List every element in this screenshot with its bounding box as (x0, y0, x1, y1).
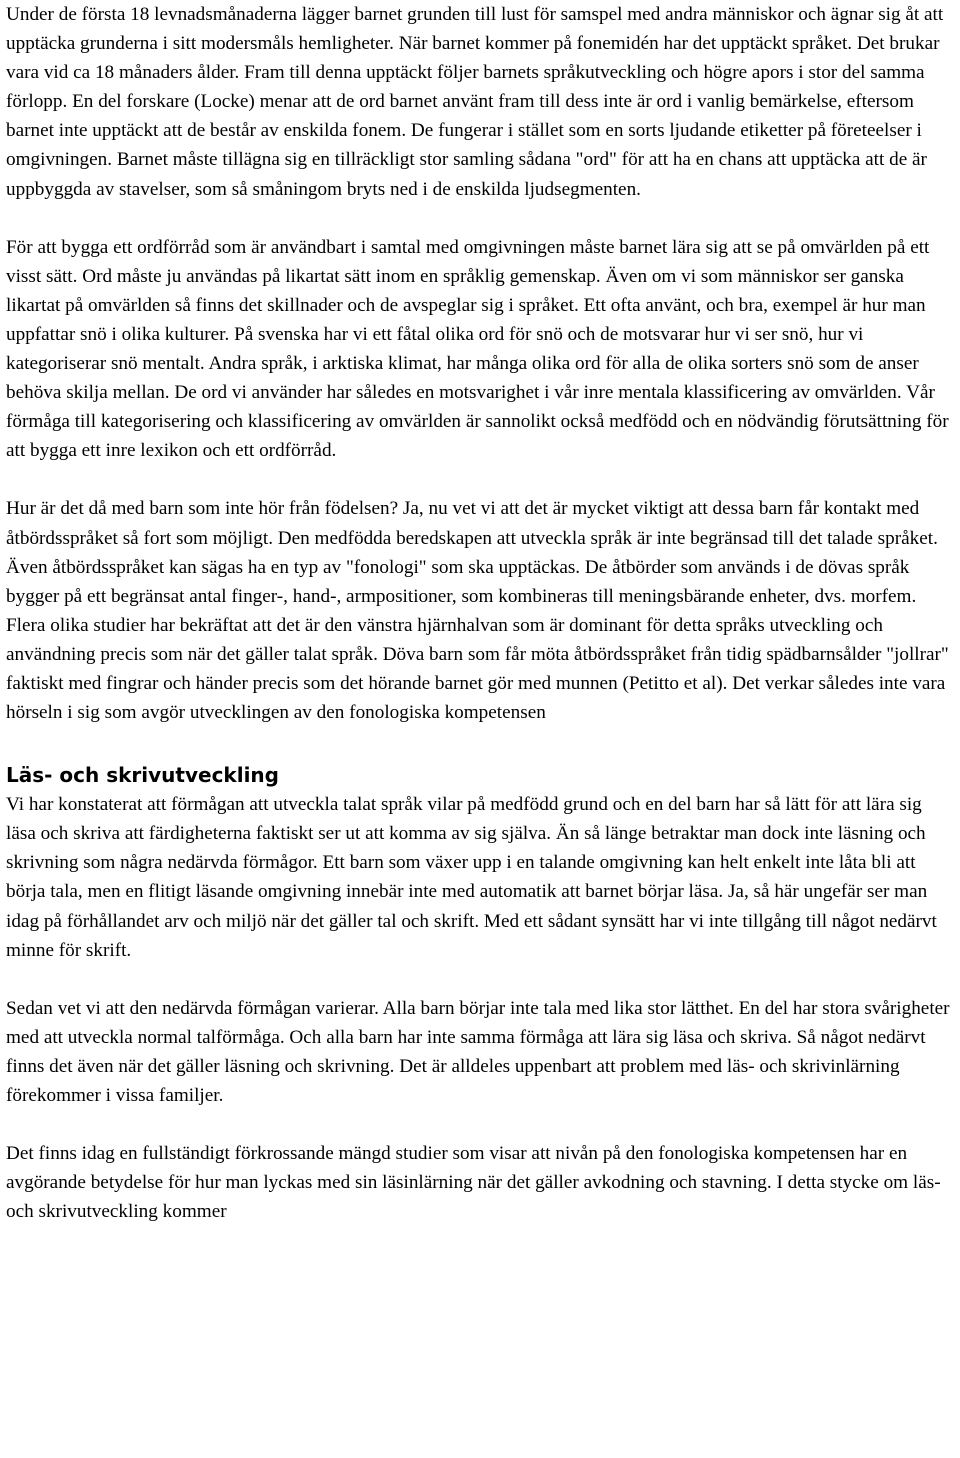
paragraph-inherited-ability: Sedan vet vi att den nedärvda förmågan varierar. Alla barn börjar inte tala med lika stor lätthet. En del har stora svårigheter med att utveckla normal talförmåga. Och alla barn har inte samma förmåga att lära sig läsa och skriva. Så något nedärvt finns det även när det gäller läsning och skrivning. Det är alldeles uppenbart att problem med läs- och skrivinlärning förekommer i vissa familjer. (6, 997, 950, 1106)
paragraph-phonological-studies: Det finns idag en fullständigt förkrossande mängd studier som visar att nivån på den fonologiska kompetensen har en avgörande betydelse för hur man lyckas med sin läsinlärning när det gäller avkodning och stavning. I detta stycke om läs- och skrivutveckling kommer (6, 1143, 941, 1223)
paragraph-deaf-children: Hur är det då med barn som inte hör från födelsen? Ja, nu vet vi att det är mycket viktigt att dessa barn får kontakt med åtbördsspråket så fort som möjligt. Den medfödda beredskapen att utveckla språk är inte begränsad till det talade språket. Även åtbördsspråket kan sägas ha en typ av "fonologi" som ska upptäckas. De åtbörder som används i de dövas språk bygger på ett begränsat antal finger-, hand-, armpositioner, som kombineras till meningsbärande enheter, dvs. morfem. Flera olika studier har bekräftat att det är den vänstra hjärnhalvan som är dominant för detta språks utveckling och användning precis som när det gäller talat språk. Döva barn som får möta åtbördsspråket från tidig spädbarnsålder "jollrar" faktiskt med fingrar och händer precis som det hörande barnet gör med munnen (Petitto et al). Det verkar således inte vara hörseln i sig som avgör utvecklingen av den fonologiska kompetensen (6, 498, 949, 724)
document-page (6, 0, 956, 1226)
section-heading: Läs- och skrivutveckling (6, 763, 279, 788)
paragraph-vocabulary: För att bygga ett ordförråd som är användbart i samtal med omgivningen måste barnet lära sig att se på omvärlden på ett visst sätt. Ord måste ju användas på likartat sätt inom en språklig gemenskap. Även om vi som människor ser ganska likartat på omvärlden så finns det skillnader och de avspeglar sig i språket. Ett ofta använt, och bra, exempel är hur man uppfattar snö i olika kulturer. På svenska har vi ett fåtal olika ord för snö och de motsvarar hur vi ser snö, hur vi kategoriserar snö mentalt. Andra språk, i arktiska klimat, har många olika ord för alla de olika sorters snö som de anser behöva skilja mellan. De ord vi använder har således en motsvarighet i vår inre mentala klassificering av omvärlden. Vår förmåga till kategorisering och klassificering av omvärlden är sannolikt också medfödd och en nödvändig förutsättning för att bygga ett inre lexikon och ett ordförråd. (6, 236, 949, 462)
paragraph-reading-writing: Vi har konstaterat att förmågan att utveckla talat språk vilar på medfödd grund och en del barn har så lätt för att lära sig läsa och skriva att färdigheterna faktiskt ser ut att komma av sig själva. Än så länge betraktar man dock inte läsning och skrivning som några nedärvda förmågor. Ett barn som växer upp i en talande omgivning kan helt enkelt inte låta bli att börja tala, men en flitigt läsande omgivning innebär inte med automatik att barnet börjar läsa. Ja, så här ungefär ser man idag på förhållandet arv och miljö när det gäller tal och skrift. Med ett sådant synsätt har vi inte tillgång till något nedärvt minne för skrift. (6, 794, 937, 961)
paragraph-early-language: Under de första 18 levnadsmånaderna lägger barnet grunden till lust för samspel med andra människor och ägnar sig åt att upptäcka grunderna i sitt modersmåls hemligheter. När barnet kommer på fonemidén har det upptäckt språket. Det brukar vara vid ca 18 månaders ålder. Fram till denna upptäckt följer barnets språkutveckling och högre apors i stor del samma förlopp. En del forskare (Locke) menar att de ord barnet använt fram till dess inte är ord i vanlig bemärkelse, eftersom barnet inte upptäckt att de består av enskilda fonem. De fungerar i stället som en sorts ljudande etiketter på företeelser i omgivningen. Barnet måste tillägna sig en tillräckligt stor samling sådana "ord" för att ha en chans att upptäcka att de är uppbyggda av stavelser, som så småningom bryts ned i de enskilda ljudsegmenten. (6, 4, 944, 200)
